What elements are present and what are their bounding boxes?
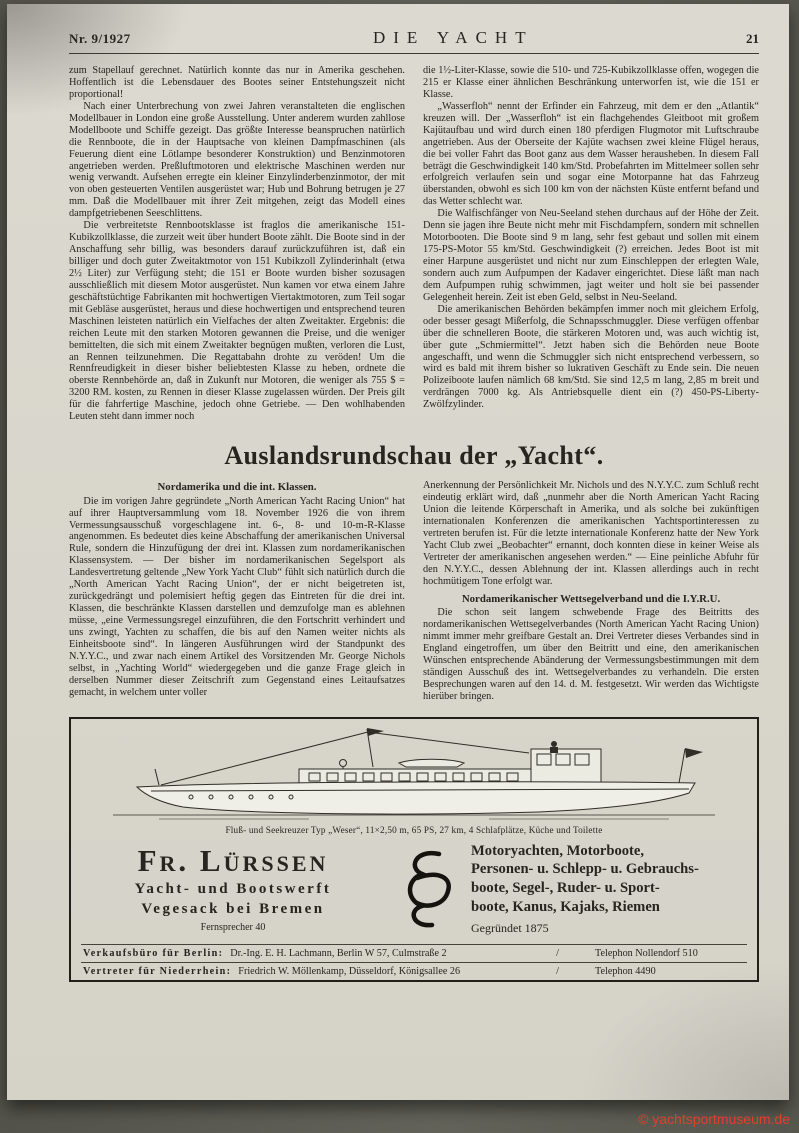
products-line: Personen- u. Schlepp- u. Gebrauchs-: [471, 861, 699, 878]
figure-caption: Fluß- und Seekreuzer Typ „Weser“, 11×2,50 m, 65 PS, 27 km, 4 Schlafplätze, Küche und Toilette: [225, 824, 603, 835]
products-line: boote, Kanus, Kajaks, Riemen: [471, 898, 660, 915]
company-phone: Fernsprecher 40: [200, 921, 266, 933]
contact-separator: /: [556, 965, 559, 977]
contact-row-niederrhein: [81, 962, 747, 980]
paragraph: zum Stapellauf gerechnet. Natürlich konnte das nur in Amerika geschehen. Hoffentlich ist die Lebensdauer des Bootes seiner Entstehungszeit nicht proportional!: [69, 65, 405, 100]
paragraph: Die im vorigen Jahre gegründete „North American Yacht Racing Union“ hat auf ihrer Hauptversammlung vom 18. November 1926 die von ihrem Vermessungsausschuß vorgeschlagene int. 6-, 8- und 10-m-R-Klasse angenommen. Es bedeutet dies keine Abschaffung der amerikanischen Universal Rule, sondern die Hinzufügung der drei int. Klassen zum nordamerikanischen Klassensystem. — Der bisher im nordamerikanischen Segelsport als Landesvertretung geltende „New York Yacht Club“ fühlt sich natürlich durch die „North American Yacht Racing Union“, der er nicht beigetreten ist, zurückgedrängt und polemisiert heftig gegen das Eintreten für die drei int. Klassen, die beschränkte Klassen darstellen und demzufolge man es ablehnen müsse, „eine Vermessungsregel einzuführen, die den Fortschritt verhindert und uns zwingt, Yachten zu schaffen, die bis auf den Namen weiter nichts als Einheitsboote sind“. In längeren Ausführungen wird der Standpunkt des N.Y.Y.C., und zwar nach einem Artikel des Vorsitzenden Mr. George Nichols selbst, in „Yachting World“ wiedergegeben und die ganze Frage gleich in derselben Nummer dieser Zeitschrift zum Gegenstand eines Leitaufsatzes gemacht, in welchem unter voller: [69, 495, 405, 698]
masthead-title: DIE YACHT: [372, 28, 534, 47]
subheading-wettsegelverband: Nordamerikanischer Wettsegelverband und die I.Y.R.U.: [461, 592, 721, 605]
contact-phone: Telephon Nollendorf 510: [595, 947, 698, 959]
products-line: boote, Segel-, Ruder- u. Sport-: [471, 879, 660, 896]
paragraph: Nach einer Unterbrechung von zwei Jahren veranstalteten die englischen Modellbauer in London eine große Ausstellung. Unter anderem wurden zahllose Modellboote und Schiffe gezeigt. Das größte Interesse beanspruchen natürlich die Rennboote, die in der Hauptsache von kleinen Dampfmaschinen (als Feuerung dient eine Lötlampe besonderer Konstruktion) und Benzinmotoren angetrieben werden. Preßluftmotoren und elektrische Maschinen werden nur wenig verwandt. Aufsehen erregte ein kleiner Einzylinderbenzinmotor, der mit von oben gesteuerten Ventilen ausgerüstet war; Hub und Bohrung betrugen je 27 mm. Daß die Modellbauer mit ihrer Zeit mitgehen, zeigt das Modell eines dampfgetriebenen Seeschlittens.: [69, 100, 405, 220]
paragraph: „Wasserfloh“ nennt der Erfinder ein Fahrzeug, mit dem er den „Atlantik“ kreuzen will. Der „Wasserfloh“ ist ein flachgehendes Gleitboot mit großem Kajütaufbau und wird durch einen 180 pferdigen Flugmotor mit Luftschraube angetrieben. Aus der Oberseite der Kajüte wachsen zwei kleine Flügel heraus, die bei voller Fahrt das Boot ganz aus dem Wasser herausheben. In diesem Fall beträgt die Geschwindigkeit 140 km/Std. Probefahrten im Mittelmeer sollen sehr erfolgreich verlaufen sein und sogar eine Motorpanne hat das Fahrzeug überstanden, obwohl es sich 100 km von der nächsten Küste entfernt befand und das Wetter schlecht war.: [423, 100, 759, 208]
founded-year: Gegründet 1875: [471, 921, 549, 936]
page-number: 21: [745, 31, 759, 46]
paragraph: Die Walfischfänger von Neu-Seeland stehen durchaus auf der Höhe der Zeit. Denn sie jagen ihre Beute nicht mehr mit Fischdampfern, sondern mit schnellen Motorbooten. Die Boote sind 9 m lang, sehr fest gebaut und sollen mit einem 175-PS-Motor 55 km/Std. Geschwindigkeit (?) erreichen. Jedes Boot ist mit einer Harpune ausgerüstet und nicht nur zum Einschleppen der erlegten Wale, sondern auch zum Aufpumpen der Kadaver eingerichtet. Diese läßt man nach dem Aufpumpen ruhig schwimmen, jagt weiter und holt sie bei passender Gelegenheit herein. Zeit ist eben Geld, selbst in Neu-Seeland.: [423, 208, 759, 303]
company-line-2: Vegesack bei Bremen: [141, 900, 325, 917]
header-rule: [69, 53, 759, 54]
page-header: [69, 28, 759, 48]
contact-label: Vertreter für Niederrhein:: [83, 965, 232, 977]
news-column-left: [69, 65, 405, 423]
company-line-1: Yacht- und Bootswerft: [134, 880, 332, 897]
contact-phone: Telephon 4490: [595, 965, 656, 977]
paragraph: Die verbreitetste Rennbootsklasse ist fraglos die amerikanische 151-Kubikzollklasse, die zurzeit weit über hundert Boote zählt. Die Boote sind in der Anschaffung sehr billig, was besonders darauf zurückzuführen ist, daß ein billiger und doch guter Zweitaktmotor von 151 Kubikzoll Zylinderinhalt (etwa 2½ Liter) zur Verfügung steht; die 151 er Boote wurden bisher sozusagen ausschließlich mit diesem Motor ausgerüstet. Nun kamen vor etwa einem Jahre geschäftstüchtige Fabrikanten mit hochwertigen Viertaktmotoren, zum Teil sogar mit Gebläse ausgerüstet, heraus und diese hochwertigen und entsprechend teuren Maschinen leisteten natürlich ein Vielfaches der alten Zweitakter. Ergebnis: die reichen Leute mit den starken Motoren gewannen die Preise, und die weniger bemittelten, die sich mit einem Zweitakter begnügen mußten, verloren die Lust, an Rennen teilzunehmen. Die Regattabahn drohte zu veröden! Um die Rennfreudigkeit in dieser bisher beliebtesten Klasse zu heben, ordnete die oberste Rennbehörde an, daß in Zukunft nur Motoren, die weniger als 755 $ = 3200 RM. kosten, zu Rennen in dieser Klasse zugelassen würden. Der Preis gilt für die fahrfertige Maschine, jedoch ohne Getriebe. — Den wohlhabenden Leuten steht dann immer noch: [69, 220, 405, 423]
section-column-left: [69, 480, 405, 702]
paragraph: Anerkennung der Persönlichkeit Mr. Nichols und des N.Y.Y.C. zum Schluß recht eindeutig erklärt wird, daß „nunmehr aber die North American Yacht Racing Union die leitende Körperschaft in Amerika, und als solche bei zukünftigen internationalen Konferenzen die amerikanischen Yachtsportinteressen zu vertreten berufen ist. Für die letzte internationale Konferenz hatte der New York Yacht Club zwei „Beobachter“ ernannt, doch konnten diese in keiner Weise als Vertreter der amerikanischen angesehen werden.“ — Eine peinliche Abfuhr für den N.Y.Y.C., dessen Ablehnung der int. Klassen allerdings auch in recht hochmütigem Tone erfolgt war.: [423, 480, 759, 587]
motor-yacht-drawing: [99, 723, 729, 823]
products-block: [471, 842, 745, 937]
paragraph: Die amerikanischen Behörden bekämpfen immer noch mit gleichem Erfolg, oder besser gesagt Mißerfolg, die Schnapsschmuggler. Diese verfügen offenbar über die schnelleren Boote, die stärkeren Motoren und, was auch wichtig ist, über gute „Schmiermittel“. Jetzt haben sich die Behörden neue Boote angeschafft, und wenn die Schmuggler sich nicht entsprechend verbessern, so wird es bald mit ihrem bisher so lukrativen Geschäft zu Ende sein. Die neuen Polizeiboote laufen nämlich 68 km/Std. Sie sind 12,5 m lang, 2,85 m breit und verdrängen 7000 kg. Als Antriebsquelle dient ein (?) 450-PS-Liberty-Zwölfzylinder.: [423, 303, 759, 411]
section-columns: [69, 480, 759, 702]
news-column-right: [423, 65, 759, 423]
subheading-nordamerika: Nordamerika und die int. Klassen.: [157, 481, 317, 494]
luerssen-advertisement: [69, 717, 759, 982]
company-block: [83, 845, 383, 933]
contact-separator: /: [556, 947, 559, 959]
paragraph: Die schon seit langem schwebende Frage des Beitritts des nordamerikanischen Wettsegelverbandes (North American Yacht Racing Union) nimmt immer mehr greifbare Gestalt an. Drei Vertreter dieses Verbandes sind in England eingetroffen, um über den Beitritt und eine, den amerikanischen Wünschen entsprechende Abänderung der Vermessungsbestimmungen mit dem ständigen Ausschuß des int. Wettsegelverbandes zu verhandeln. Die ersten Besprechungen waren auf den 14. d. M. festgesetzt. Wir werden das Wichtigste hierüber bringen.: [423, 607, 759, 702]
paragraph: die 1½-Liter-Klasse, sowie die 510- und 725-Kubikzollklasse offen, wogegen die 215 er Klasse einer ähnlichen Beschränkung unterworfen ist, wie die 151 er Klasse.: [423, 65, 759, 100]
contact-address: Dr.-Ing. E. H. Lachmann, Berlin W 57, Culmstraße 2: [230, 947, 447, 959]
page: [7, 4, 789, 1100]
company-name: Fr. Lürssen: [137, 843, 329, 879]
section-title: Auslandsrundschau der „Yacht“.: [224, 441, 604, 471]
ad-main-block: [81, 838, 747, 944]
watermark: © yachtsportmuseum.de: [638, 1111, 790, 1127]
boat-illustration: [81, 723, 747, 823]
luerssen-logo: [399, 847, 455, 931]
products-line: Motoryachten, Motorboote,: [471, 842, 645, 859]
news-columns: [69, 65, 759, 423]
contact-address: Friedrich W. Möllenkamp, Düsseldorf, Königsallee 26: [238, 965, 461, 977]
section-column-right: [423, 480, 759, 702]
contact-label: Verkaufsbüro für Berlin:: [83, 947, 224, 959]
issue-number: Nr. 9/1927: [69, 31, 131, 46]
contact-row-berlin: [81, 944, 747, 962]
